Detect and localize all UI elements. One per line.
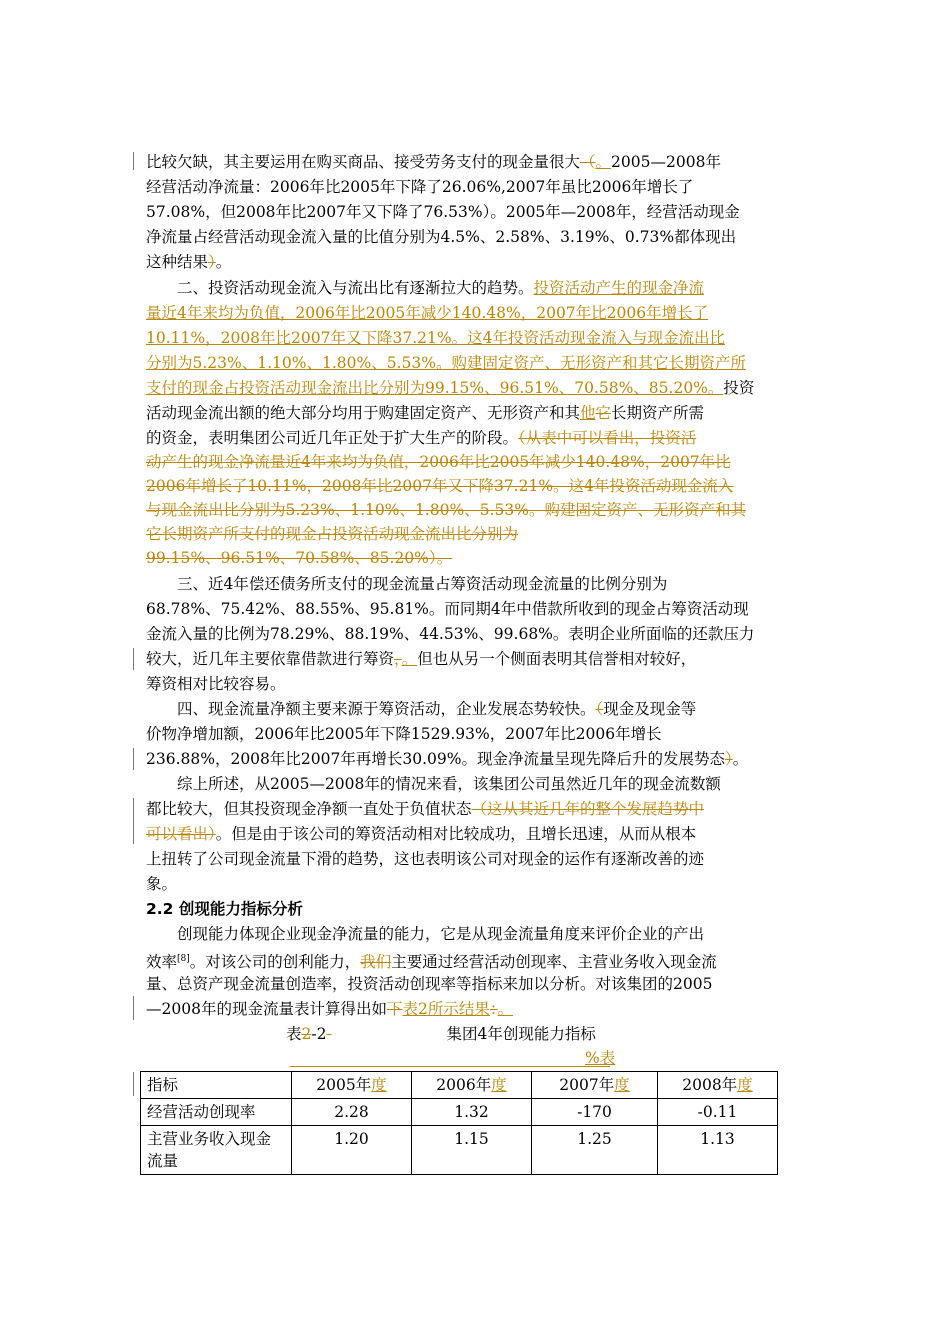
caption-insert bbox=[585, 1048, 615, 1068]
paragraph-line bbox=[146, 353, 746, 373]
table-cell: 1.25 bbox=[532, 1126, 658, 1175]
inserted-text: 。 bbox=[401, 650, 418, 668]
ability-table bbox=[140, 1071, 778, 1175]
table-cell: -170 bbox=[532, 1099, 658, 1126]
paragraph-line: 经营活动净流量：2006年比2005年下降了26.06%,2007年虽比2006年增长了 bbox=[146, 178, 694, 196]
inserted-text: 量近4年来均为负值，2006年比2005年减少140.48%，2007年比2006年增长了 bbox=[146, 304, 709, 322]
text: 但也从另一个侧面表明其信誉相对较好， bbox=[417, 650, 697, 668]
inserted-text: 度 bbox=[491, 1076, 507, 1094]
text: 较大，近几年主要依靠借款进行筹资 bbox=[146, 650, 395, 668]
deleted-text: 2006年增长了10.11%，2008年比2007年又下降37.21%。这4年投资活动现金流入 bbox=[146, 477, 734, 495]
paragraph-line bbox=[146, 524, 518, 544]
deleted-text: （ bbox=[580, 153, 596, 171]
paragraph-line bbox=[146, 999, 513, 1019]
inserted-text: 他 bbox=[580, 404, 596, 422]
table-header-cell bbox=[412, 1072, 532, 1099]
inserted-text: 度 bbox=[737, 1076, 753, 1094]
text: 长期资产所需 bbox=[611, 404, 705, 422]
text: 活动现金流出额的绝大部分均用于购建固定资产、无形资产和其 bbox=[146, 404, 581, 422]
revision-bar bbox=[133, 152, 134, 170]
paragraph-line bbox=[177, 699, 696, 719]
paragraph-line bbox=[146, 476, 733, 496]
deleted-text: 动产生的现金净流量近4年来均为负值，2006年比2005年减少140.48%，2007年比 bbox=[146, 453, 731, 471]
deleted-text-blank bbox=[327, 1024, 447, 1044]
text: 2005—2008年 bbox=[611, 153, 721, 171]
revision-bar bbox=[133, 798, 134, 844]
text: -2 bbox=[311, 1025, 327, 1043]
deleted-text: 它 bbox=[595, 404, 612, 422]
caption-underline bbox=[290, 1066, 610, 1067]
revision-bar bbox=[133, 648, 134, 670]
text: 都比较大，但其投资现金净额一直处于负值状态 bbox=[146, 800, 472, 818]
deleted-text: （这从其近几年的整个发展趋势中 bbox=[471, 800, 705, 818]
inserted-text: 度 bbox=[371, 1076, 387, 1094]
paragraph-line bbox=[146, 378, 754, 398]
paragraph-line: 量、总资产现金流量创造率，投资活动创现率等指标来加以分析。对该集团的2005 bbox=[146, 975, 713, 993]
inserted-text: 10.11%，2008年比2007年又下降37.21%。这4年投资活动现金流入与现金流出比 bbox=[146, 329, 725, 347]
inserted-text: 支付的现金占投资活动现金流出比分别为99.15%、96.51%、70.58%、85.20%。 bbox=[146, 379, 724, 397]
paragraph-line bbox=[146, 649, 696, 669]
deleted-text: （ bbox=[595, 700, 604, 718]
paragraph-line bbox=[146, 799, 704, 819]
text: 。但是由于该公司的筹资活动相对比较成功，且增长迅速，从而从根本 bbox=[215, 825, 697, 843]
text: 比较欠缺，其主要运用在购买商品、接受劳务支付的现金量很大 bbox=[146, 153, 581, 171]
deleted-text: 与现金流出比分别为5.23%、1.10%、1.80%、5.53%。购建固定资产、无形资产和其 bbox=[146, 501, 746, 519]
table-row bbox=[141, 1099, 778, 1126]
deleted-text: ， bbox=[394, 650, 402, 668]
text: 的资金，表明集团公司近几年正处于扩大生产的阶段。 bbox=[146, 429, 519, 447]
deleted-text: 2 bbox=[301, 1025, 312, 1043]
deleted-text: ） bbox=[208, 253, 216, 271]
table-caption bbox=[286, 1024, 596, 1044]
table-header-cell bbox=[292, 1072, 412, 1099]
inserted-text: 投资活动产生的现金净流 bbox=[533, 279, 705, 297]
text: —2008年的现金流量表计算得出如 bbox=[146, 1000, 387, 1018]
deleted-text: ） bbox=[724, 750, 733, 768]
text: 表 bbox=[286, 1025, 302, 1043]
deleted-text: 下 bbox=[386, 1000, 403, 1018]
table-cell: 2.28 bbox=[292, 1099, 412, 1126]
table-cell: 经营活动创现率 bbox=[141, 1099, 292, 1126]
text: 2005年 bbox=[316, 1076, 372, 1094]
paragraph-line bbox=[146, 403, 704, 423]
text: 集团4年创现能力指标 bbox=[446, 1025, 596, 1043]
deleted-text: 99.15%、96.51%、70.58%、85.20%）。 bbox=[146, 549, 453, 567]
paragraph-line bbox=[146, 548, 452, 568]
table-header-cell bbox=[658, 1072, 778, 1099]
inserted-text: %表 bbox=[585, 1049, 616, 1067]
paragraph-line: 68.78%、75.42%、88.55%、95.81%。而同期4年中借款所收到的现金占筹资活动现 bbox=[146, 600, 749, 618]
deleted-text: ： bbox=[489, 1000, 498, 1018]
paragraph-line bbox=[146, 949, 717, 972]
paragraph-line: 金流入量的比例为78.29%、88.19%、44.53%、99.68%。表明企业所面临的还款压力 bbox=[146, 625, 755, 643]
table-row bbox=[141, 1126, 778, 1175]
revision-bar bbox=[133, 996, 134, 1020]
paragraph-line: 创现能力体现企业现金净流量的能力，它是从现金流量角度来评价企业的产出 bbox=[177, 925, 705, 943]
deleted-text: 它长期资产所支付的现金占投资活动现金流出比分别为 bbox=[146, 525, 519, 543]
revision-bar bbox=[133, 1072, 134, 1096]
paragraph-line bbox=[177, 278, 704, 298]
inserted-text: 度 bbox=[614, 1076, 630, 1094]
text: 主要通过经营活动创现率、主营业务收入现金流 bbox=[391, 953, 717, 972]
paragraph-line: 象。 bbox=[146, 875, 178, 893]
paragraph-line bbox=[146, 428, 696, 448]
table-cell: -0.11 bbox=[658, 1099, 778, 1126]
table-header-cell: 指标 bbox=[141, 1072, 292, 1099]
paragraph-line bbox=[146, 749, 748, 769]
deleted-text: 可以看出） bbox=[146, 825, 216, 843]
text: 四、现金流量净额主要来源于筹资活动，企业发展态势较快。 bbox=[177, 700, 596, 718]
paragraph-line bbox=[146, 824, 696, 844]
paragraph-line bbox=[146, 303, 708, 323]
text: 二、投资活动现金流入与流出比有逐渐拉大的趋势。 bbox=[177, 279, 534, 297]
revision-bar bbox=[133, 748, 134, 770]
table-cell: 1.20 bbox=[292, 1126, 412, 1175]
paragraph-line: 净流量占经营活动现金流入量的比值分别为4.5%、2.58%、3.19%、0.73%都体现出 bbox=[146, 228, 737, 246]
paragraph-line bbox=[146, 152, 721, 172]
text: 2006年 bbox=[436, 1076, 492, 1094]
table-cell: 1.32 bbox=[412, 1099, 532, 1126]
paragraph-line bbox=[146, 252, 231, 272]
table-cell: 1.13 bbox=[658, 1126, 778, 1175]
text: 236.88%，2008年比2007年再增长30.09%。现金净流量呈现先降后升的发展势态 bbox=[146, 750, 725, 768]
text: 这种结果 bbox=[146, 253, 209, 271]
text: 2008年 bbox=[682, 1076, 738, 1094]
text: 现金及现金等 bbox=[603, 700, 697, 718]
table-cell: 1.15 bbox=[412, 1126, 532, 1175]
paragraph-line: 筹资相对比较容易。 bbox=[146, 675, 286, 693]
text: 。对该公司的创利能力， bbox=[189, 953, 361, 972]
paragraph-line: 三、近4年偿还债务所支付的现金流量占筹资活动现金流量的比例分别为 bbox=[177, 575, 668, 593]
paragraph-line: 综上所述，从2005—2008年的情况来看，该集团公司虽然近几年的现金流数额 bbox=[177, 775, 721, 793]
paragraph-line bbox=[146, 500, 746, 520]
paragraph-line: 57.08%，但2008年比2007年又下降了76.53%）。2005年—2008年，经营活动现金 bbox=[146, 203, 740, 221]
text: 。 bbox=[732, 750, 749, 768]
section-heading: 2.2 创现能力指标分析 bbox=[146, 900, 303, 918]
table-cell: 主营业务收入现金流量 bbox=[141, 1126, 292, 1175]
table-header-row bbox=[141, 1072, 778, 1099]
inserted-text: 分别为5.23%、1.10%、1.80%、5.53%。购建固定资产、无形资产和其它长期资产所 bbox=[146, 354, 746, 372]
text: 2007年 bbox=[559, 1076, 615, 1094]
deleted-text: 我们 bbox=[360, 953, 392, 972]
table-header-cell bbox=[532, 1072, 658, 1099]
inserted-text: 表2所示结果 bbox=[402, 1000, 490, 1018]
text: 。 bbox=[215, 253, 232, 271]
deleted-text: （从表中可以看出，投资活 bbox=[518, 429, 697, 447]
inserted-text: 。 bbox=[497, 1000, 514, 1018]
text: 投资 bbox=[723, 379, 755, 397]
paragraph-line: 上扭转了公司现金流量下滑的趋势，这也表明该公司对现金的运作有逐渐改善的迹 bbox=[146, 850, 705, 868]
text: 效率 bbox=[146, 953, 178, 972]
paragraph-line bbox=[146, 328, 725, 348]
inserted-text: 。 bbox=[595, 153, 612, 171]
citation: [8] bbox=[177, 954, 190, 964]
paragraph-line bbox=[146, 452, 731, 472]
paragraph-line: 价物净增加额，2006年比2005年下降1529.93%，2007年比2006年增长 bbox=[146, 725, 662, 743]
